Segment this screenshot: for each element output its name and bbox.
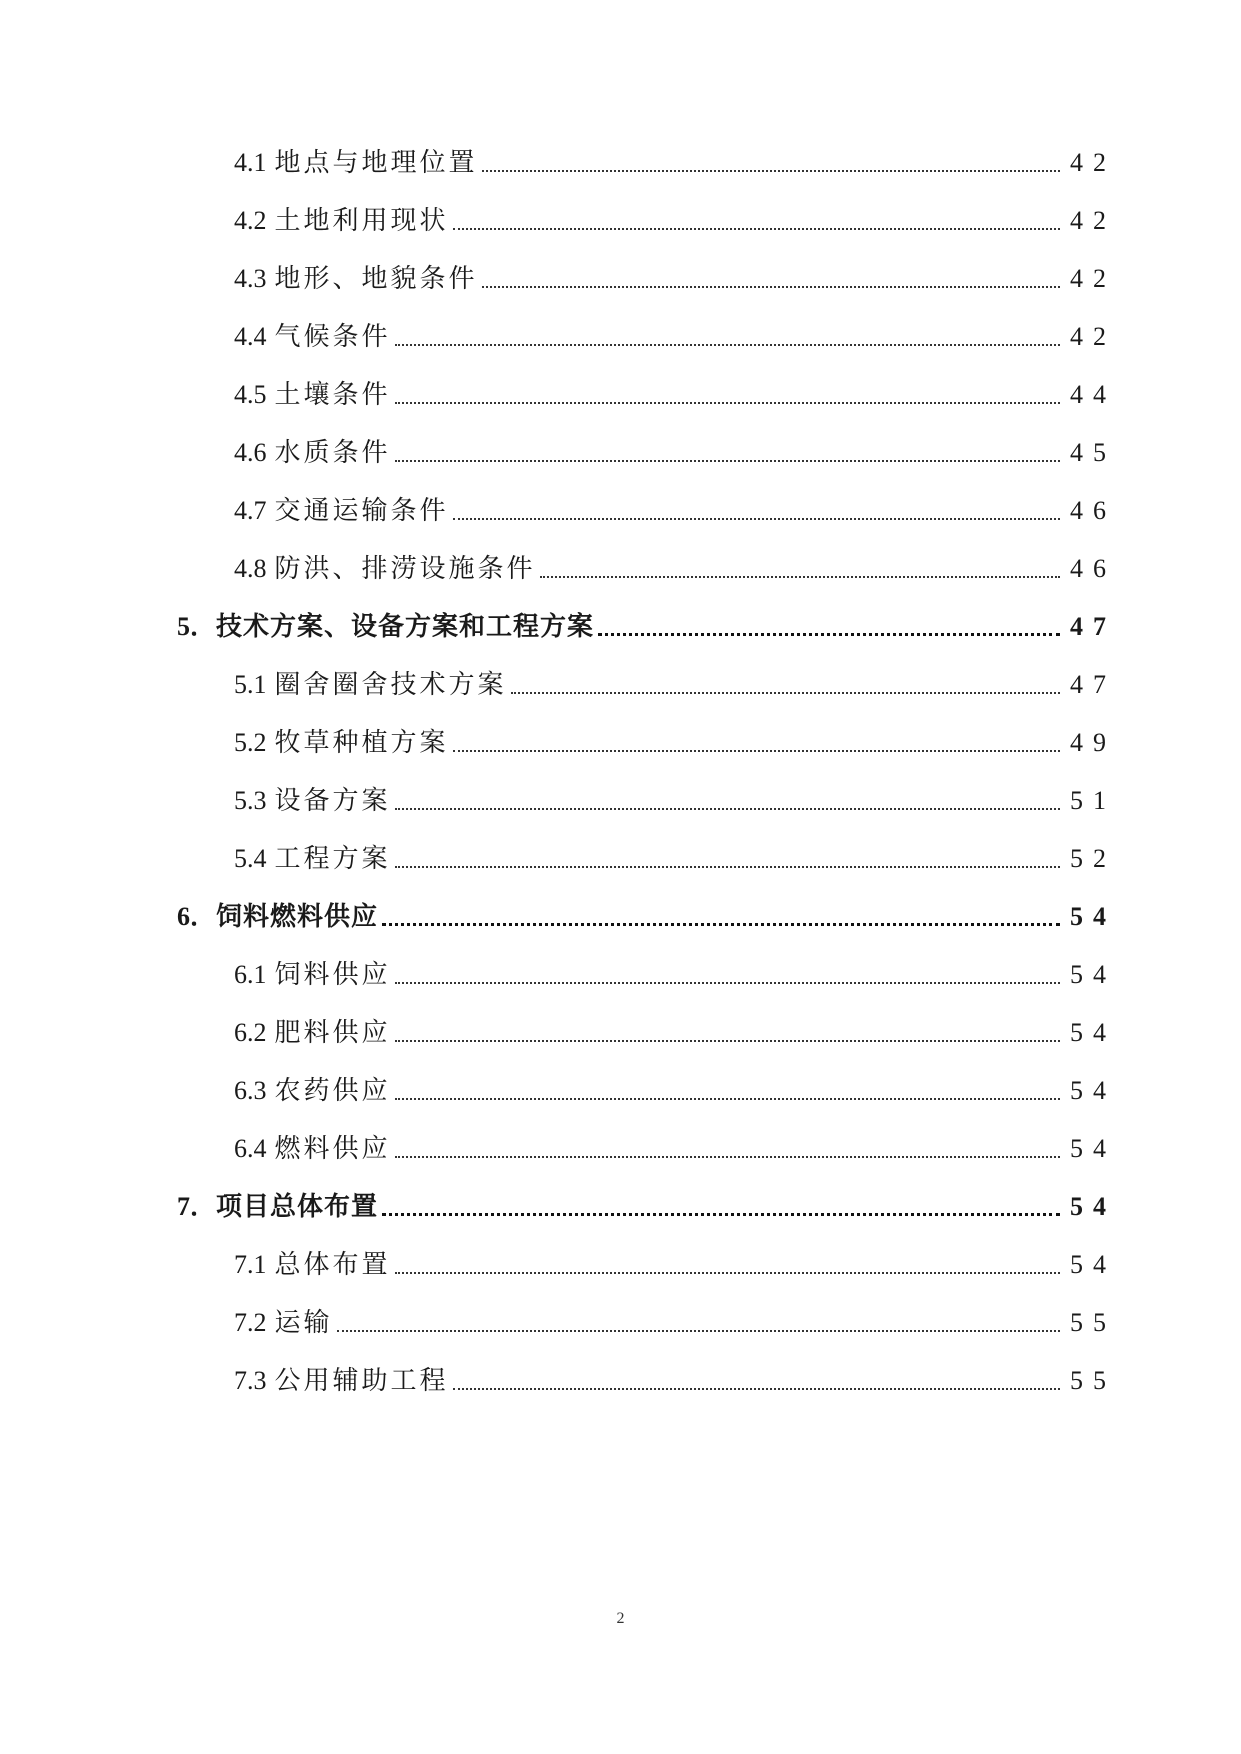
toc-entry-label [234,839,395,879]
toc-entry-page: 51 [1070,786,1116,815]
dot-leader [482,286,1060,288]
toc-entry-title: 燃料供应 [274,1134,391,1164]
toc-entry-page: 52 [1070,844,1116,873]
toc-entry[interactable] [234,259,1116,299]
dot-leader [453,228,1060,230]
toc-chapter-entry[interactable] [177,897,1116,937]
toc-entry-number: 7.1 [234,1250,267,1279]
dot-leader [395,402,1060,404]
toc-entry-number: 4.2 [234,206,267,235]
toc-entry-label [234,259,482,299]
toc-entry-title: 防洪、排涝设施条件 [274,554,536,584]
toc-entry-page: 45 [1070,438,1116,467]
toc-entry-page: 42 [1070,322,1116,351]
toc-entry-title: 水质条件 [274,438,391,468]
toc-entry[interactable] [234,1129,1116,1169]
toc-entry-page: 49 [1070,728,1116,757]
toc-entry-label [234,955,395,995]
toc-entry-label [234,1361,453,1401]
page-number: 2 [616,1610,625,1627]
dot-leader [395,808,1060,810]
dot-leader [395,460,1060,462]
toc-entry-number: 7.2 [234,1308,267,1337]
toc-entry-page: 42 [1070,148,1116,177]
toc-entry-number: 5.1 [234,670,267,699]
toc-entry-page: 54 [1070,1250,1116,1279]
toc-entry-label [234,143,482,183]
toc-entry-title: 气候条件 [274,322,391,352]
toc-entry-page: 54 [1070,1134,1116,1163]
toc-entry[interactable] [234,781,1116,821]
dot-leader [598,633,1060,636]
toc-entry[interactable] [234,201,1116,241]
toc-entry-number: 4.3 [234,264,267,293]
toc-entry-number: 5.4 [234,844,267,873]
toc-entry-page: 44 [1070,380,1116,409]
dot-leader [395,982,1060,984]
toc-chapter-entry[interactable] [177,1187,1116,1227]
dot-leader [337,1330,1060,1332]
toc-entry-page: 55 [1070,1366,1116,1395]
toc-chapter-entry[interactable] [177,607,1116,647]
dot-leader [395,344,1060,346]
toc-entry-page: 55 [1070,1308,1116,1337]
toc-entry-title: 农药供应 [274,1076,391,1106]
toc-entry-page: 54 [1070,960,1116,989]
toc-entry[interactable] [234,1071,1116,1111]
toc-entry-title: 公用辅助工程 [274,1366,449,1396]
toc-entry-number: 5.2 [234,728,267,757]
dot-leader [395,1272,1060,1274]
toc-entry[interactable] [234,317,1116,357]
toc-entry-label [177,1187,382,1227]
toc-entry-label [177,897,382,937]
toc-entry-number: 6.3 [234,1076,267,1105]
toc-entry-title: 牧草种植方案 [274,728,449,758]
dot-leader [395,1156,1060,1158]
toc-entry[interactable] [234,723,1116,763]
toc-entry[interactable] [234,433,1116,473]
dot-leader [395,1098,1060,1100]
toc-entry-page: 54 [1070,902,1116,931]
toc-entry-label [234,781,395,821]
toc-entry-page: 46 [1070,496,1116,525]
toc-entry-title: 圈舍圈舍技术方案 [274,670,507,700]
toc-entry-number: 7.3 [234,1366,267,1395]
toc-entry-title: 运输 [274,1308,333,1338]
toc-entry-label [177,607,598,647]
toc-entry[interactable] [234,1245,1116,1285]
toc-entry-number: 6.2 [234,1018,267,1047]
toc-entry-number: 4.8 [234,554,267,583]
toc-entry-number: 5.3 [234,786,267,815]
toc-entry[interactable] [234,1013,1116,1053]
toc-entry-title: 项目总体布置 [216,1192,379,1222]
toc-entry-page: 42 [1070,264,1116,293]
toc-entry-title: 饲料燃料供应 [216,902,379,932]
toc-entry-number: 6． [177,902,217,931]
toc-entry-label [234,1303,337,1343]
toc-entry-page: 54 [1070,1018,1116,1047]
toc-entry-number: 6.4 [234,1134,267,1163]
toc-entry-label [234,1013,395,1053]
toc-entry-title: 土壤条件 [274,380,391,410]
toc-entry-label [234,1245,395,1285]
toc-entry-number: 4.6 [234,438,267,467]
toc-entry-label [234,375,395,415]
toc-entry-number: 5． [177,612,217,641]
toc-entry-number: 6.1 [234,960,267,989]
toc-entry[interactable] [234,839,1116,879]
toc-entry-number: 4.1 [234,148,267,177]
toc-entry-page: 47 [1070,612,1116,641]
toc-entry-number: 4.4 [234,322,267,351]
toc-entry-label [234,201,453,241]
toc-entry-label [234,665,511,705]
toc-entry[interactable] [234,665,1116,705]
toc-entry-label [234,491,453,531]
toc-entry[interactable] [234,143,1116,183]
dot-leader [395,866,1060,868]
dot-leader [453,1388,1060,1390]
dot-leader [482,170,1060,172]
toc-entry-label [234,317,395,357]
toc-entry-page: 47 [1070,670,1116,699]
dot-leader [511,692,1060,694]
toc-entry-title: 肥料供应 [274,1018,391,1048]
toc-entry[interactable] [234,549,1116,589]
toc-entry-page: 46 [1070,554,1116,583]
toc-entry-title: 地形、地貌条件 [274,264,478,294]
toc-entry-label [234,723,453,763]
toc-entry[interactable] [234,375,1116,415]
toc-entry-title: 设备方案 [274,786,391,816]
toc-entry-title: 地点与地理位置 [274,148,478,178]
toc-entry-number: 4.5 [234,380,267,409]
toc-entry[interactable] [234,1361,1116,1401]
dot-leader [453,750,1060,752]
toc-entry-label [234,433,395,473]
dot-leader [382,1213,1060,1216]
toc-entry-page: 42 [1070,206,1116,235]
toc-entry-page: 54 [1070,1192,1116,1221]
toc-entry[interactable] [234,491,1116,531]
toc-entry-page: 54 [1070,1076,1116,1105]
dot-leader [382,923,1060,926]
dot-leader [395,1040,1060,1042]
toc-entry-title: 土地利用现状 [274,206,449,236]
dot-leader [453,518,1060,520]
toc-entry-number: 7． [177,1192,217,1221]
toc-entry-title: 技术方案、设备方案和工程方案 [216,612,595,642]
toc-entry-title: 饲料供应 [274,960,391,990]
toc-entry-title: 交通运输条件 [274,496,449,526]
toc-entry-label [234,1071,395,1111]
toc-entry-number: 4.7 [234,496,267,525]
toc-entry[interactable] [234,1303,1116,1343]
toc-entry-label [234,549,540,589]
toc-entry-title: 工程方案 [274,844,391,874]
toc-entry[interactable] [234,955,1116,995]
dot-leader [540,576,1060,578]
toc-entry-title: 总体布置 [274,1250,391,1280]
toc-entry-label [234,1129,395,1169]
